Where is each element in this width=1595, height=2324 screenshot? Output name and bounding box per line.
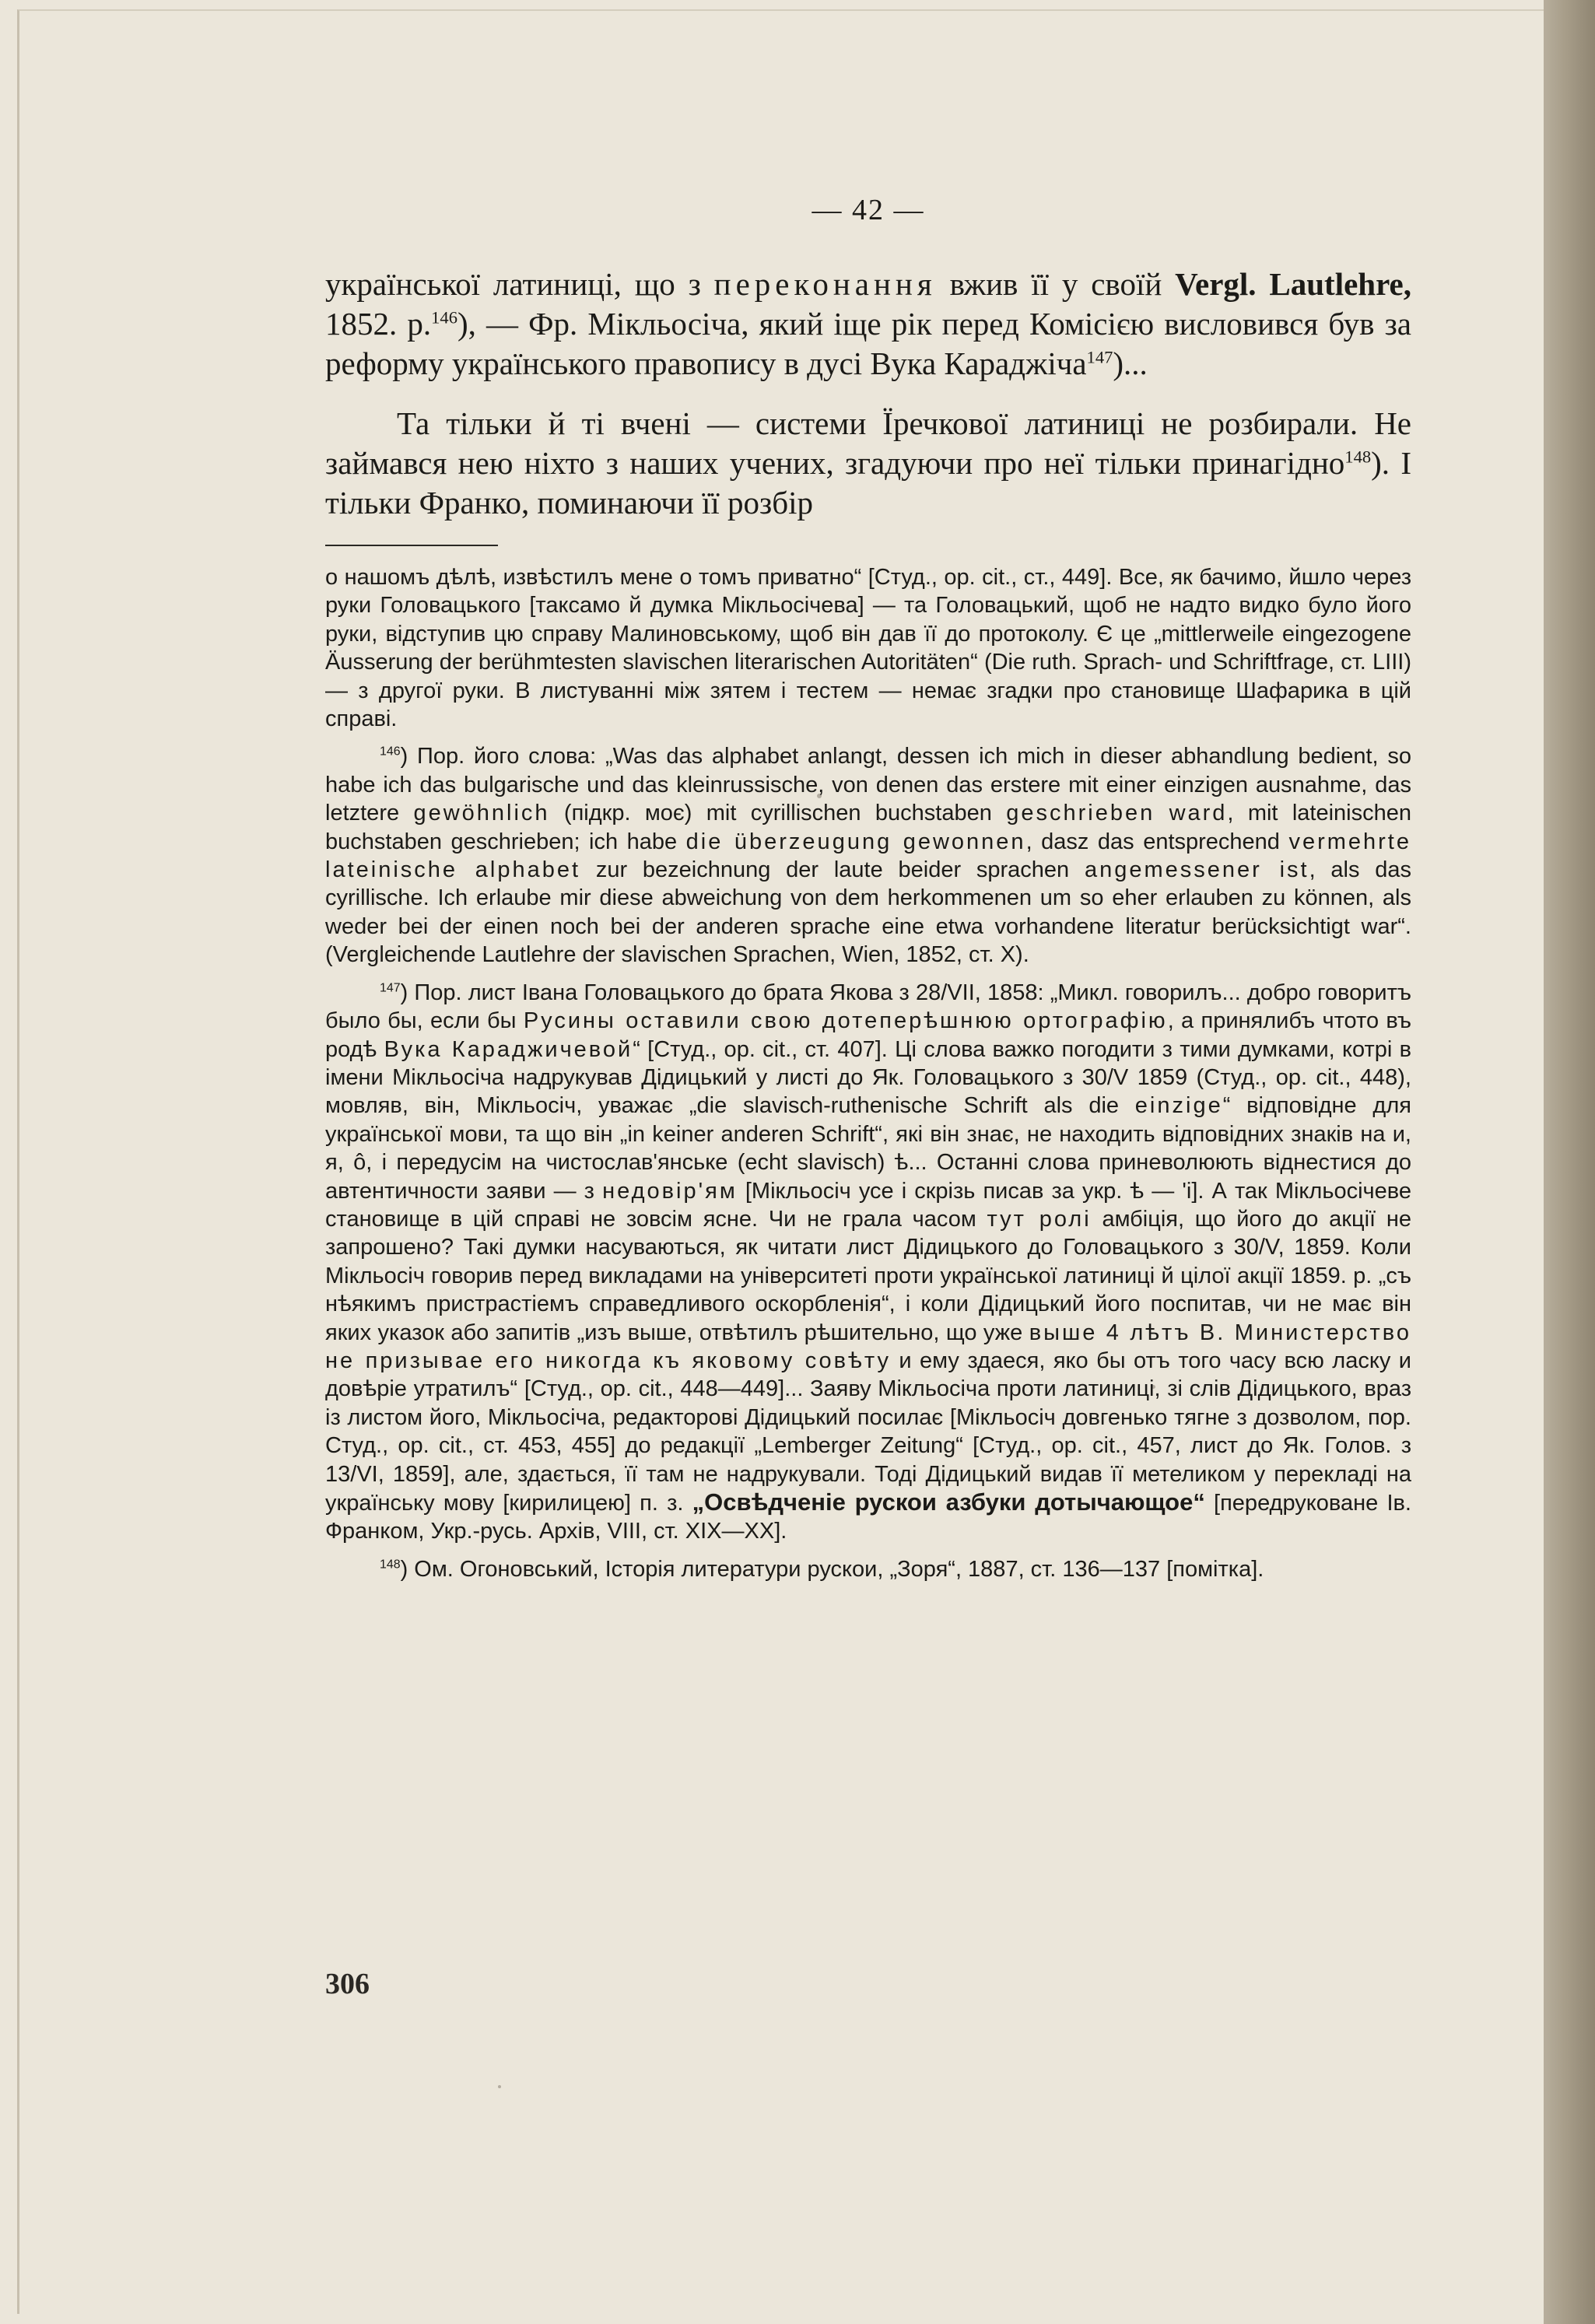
church-slavonic-title: „Освѣдченіе рускои азбуки дотычающое“	[692, 1488, 1205, 1516]
footnote-ref: 148	[1344, 447, 1372, 467]
footnotes	[325, 563, 1411, 1583]
paragraph: Та тільки й ті вчені — системи Їречкової латиниці не розбирали. Не займався нею ніхто з наших учених, згадуючи про неї тільки принагідно$^{148}$). І тільки Франко, поминаючи її розбір	[325, 405, 1411, 521]
footnote-147: $^{147}$) Пор. лист Івана Головацького до брата Якова з 28/VII, 1858: „Микл. говорилъ... добро говоритъ было бы, если бы Русины оставили свою дотеперѣшнюю ортографію, а принялибъ чтото въ родѣ Вука Караджичевой“ [Студ., op. cit., ст. 407]. Ці слова важко погодити з тими думками, котрі в імени Мікльосіча надрукував Дідицький у листі до Як. Головацького з 30/V 1859 (Студ., op. cit., 448), мовляв, він, Мікльосіч, уважає „die slavisch-ruthenische Schrift als die einzige“ відповідне для української мови, та що він „in keiner anderen Schrift“, які він знає, не находить відповідних знаків на и, я, ô, і передусім на чистослав'янське (echt slavisch) ѣ... Останні слова приневолюють віднестися до автентичности заяви — з недовір'ям [Мікльосіч усе і скрізь писав за укр. ѣ — 'і]. А так Мікльосічеве становище в цій справі не зовсім ясне. Чи не грала часом тут ролі амбіція, що його до акції не запрошено? Такі думки насуваються, як читати лист Дідицького до Головацького з 30/V, 1859. Коли Мікльосіч говорив перед викладами на університеті проти української латиниці й цілої акції 1859. р. „съ нѣякимъ пристрастіемъ справедливого оскорбленія“, і коли Дідицький його поспитав, чи не має він яких указок або запитів „изъ выше, отвѣтилъ рѣшительно, що уже выше 4 лѣтъ В. Министерство не призывае его никогда къ яковому совѣту и ему здаеся, яко бы отъ того часу всю ласку и довѣріе утратилъ“ [Студ., op. cit., 448—449]... Заяву Мікльосіча проти латиниці, зі слів Дідицького, враз із листом його, Мікльосіча, редакторові Дідицький посилає [Мікльосіч довгенько тягне з дозволом, пор. Студ., op. cit., ст. 453, 455] до редакції „Lemberger Zeitung“ [Студ., op. cit., 457, лист до Як. Голов. з 13/VI, 1859], але, здається, її там не надрукували. Тоді Дідицький видав її метеликом у перекладі на українську мову [кирилицею] п. з. „Освѣдченіе рускои азбуки дотычающое“ [передруковане Ів. Франком, Укр.-русь. Архів, VIII, ст. XIX—XX].	[325, 980, 1411, 1544]
footnote-number: 146	[380, 745, 401, 759]
folio-number: 306	[325, 1968, 370, 2000]
footnote-number: 148	[380, 1558, 401, 1572]
page-number: — 42 —	[812, 194, 925, 226]
paper-speck	[498, 2085, 501, 2088]
footnote-continuation: о нашомъ дѣлѣ, извѣстилъ мене о томъ приватно“ [Студ., op. cit., ст., 449]. Все, як бачимо, йшло через руки Головацького [таксамо й думка Мікльосічева] — та Головацький, щоб не надто видко було його руки, відступив цю справу Малиновському, щоб він дав її до протоколу. Є це „mittlerweile eingezogene Äusserung der berühmtesten slavischen literarischen Autoritäten“ (Die ruth. Sprach- und Schriftfrage, ст. LIII) — з другої руки. В листуванні між зятем і тестем — немає згадки про становище Шафарика в цій справі.	[325, 565, 1411, 732]
book-title: Vergl. Lautlehre,	[1175, 266, 1412, 302]
footnote-ref: 147	[1086, 347, 1113, 367]
footnote-number: 147	[380, 981, 401, 995]
footnote-148: $^{148}$) Ом. Огоновський, Історія литератури рускои, „Зоря“, 1887, ст. 136—137 [помітка].	[380, 1556, 1264, 1582]
book-spine-edge	[1544, 0, 1595, 2324]
footnote-separator	[325, 545, 498, 546]
spaced-emphasis: переконання	[713, 266, 937, 302]
page-content	[325, 187, 1411, 1583]
footnote-ref: 146	[431, 307, 457, 328]
paragraph: української латиниці, що з переконання вжив її у своїй Vergl. Lautlehre, 1852. р.$^{146}$), — Фр. Мікльосіча, який іще рік перед Комісією висловився був за реформу українського правопису в дусі Вука Караджіча$^{147}$)...	[325, 266, 1412, 381]
footnote-146: $^{146}$) Пор. його слова: „Was das alphabet anlangt, dessen ich mich in dieser abhandlung bedient, so habe ich das bulgarische und das kleinrussische, von denen das erstere mit einer einzigen ausnahme, das letztere gewöhnlich (підкр. моє) mit cyrillischen buchstaben geschrieben ward, mit lateinischen buchstaben geschrieben; ich habe die überzeugung gewonnen, dasz das entsprechend vermehrte lateinische alphabet zur bezeichnung der laute beider sprachen angemessener ist, als das cyrillische. Ich erlaube mir diese abweichung von dem herkommenen um so eher erlauben zu können, als weder bei der einen noch bei der anderen sprache eine etwa vorhandene literatur berücksichtigt war“. (Vergleichende Lautlehre der slavischen Sprachen, Wien, 1852, ст. X).	[325, 744, 1412, 968]
main-text	[325, 265, 1411, 523]
